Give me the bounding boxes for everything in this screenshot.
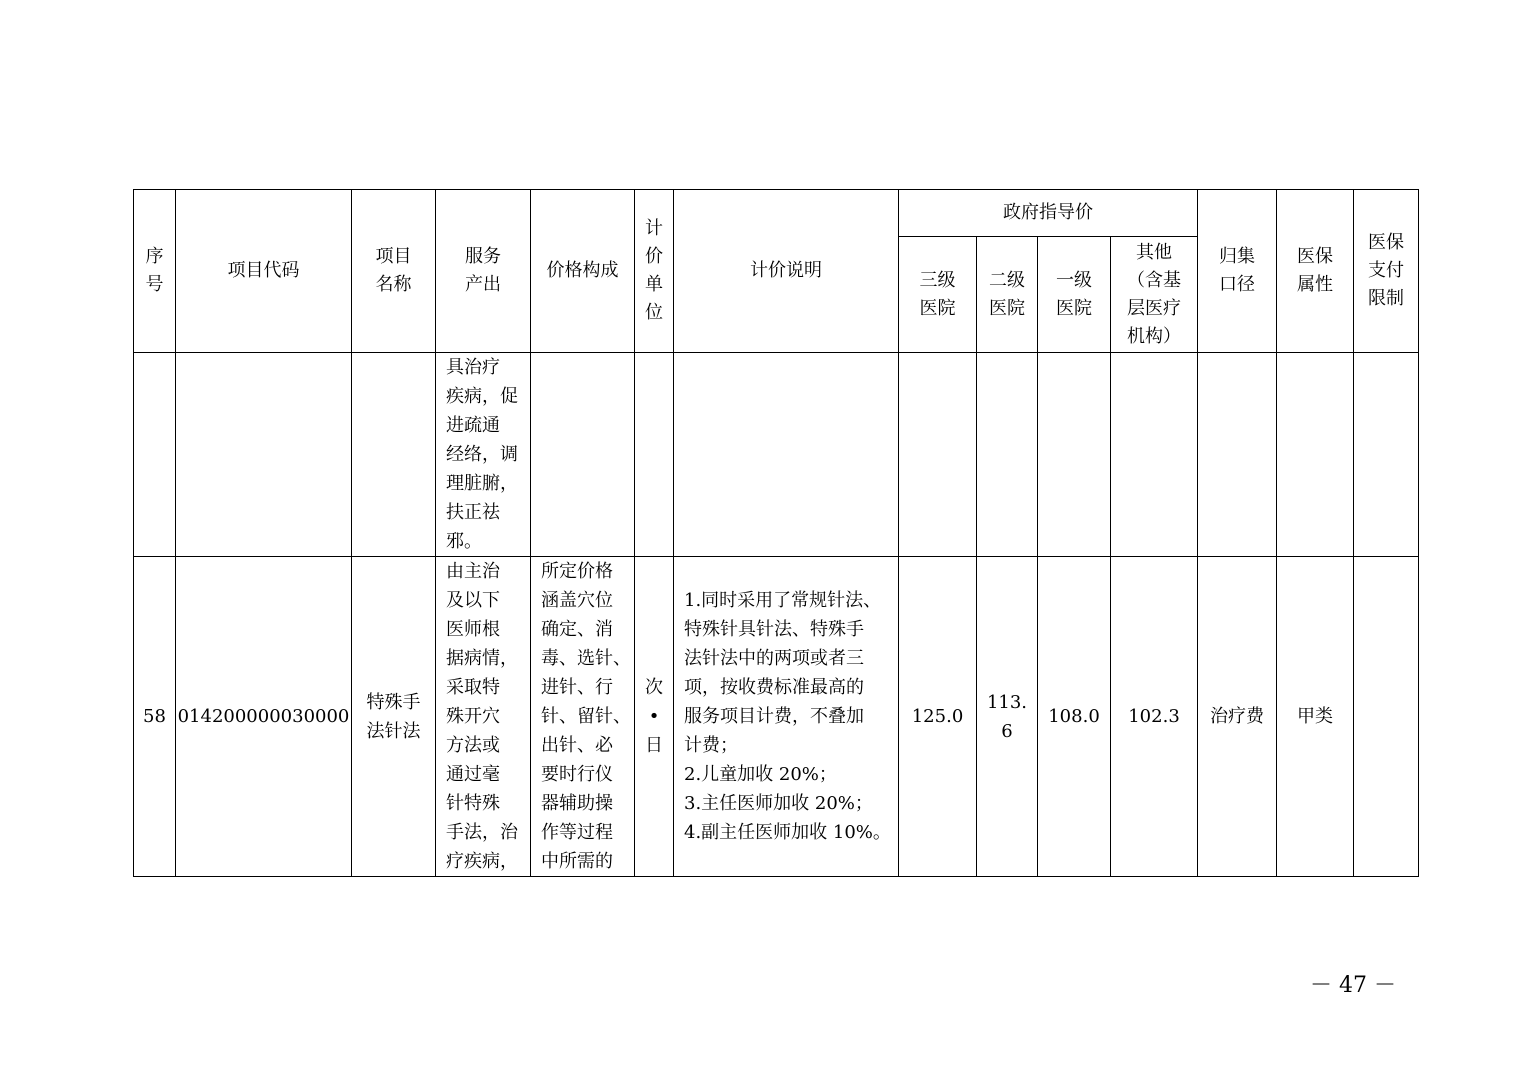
- cell-unit: [635, 557, 674, 877]
- text-line: 具治疗: [446, 357, 500, 378]
- text-line: 108.0: [1048, 706, 1100, 727]
- cell-name: [352, 557, 436, 877]
- text-line: 项，按收费标准最高的: [684, 677, 864, 698]
- text-line: 2.儿童加收 20%；: [684, 764, 837, 785]
- text-line: 医院: [989, 297, 1025, 319]
- text-line: 及以下: [446, 590, 500, 611]
- text-line: 医院: [1056, 297, 1092, 319]
- cell-insurance: [1277, 353, 1354, 557]
- header-insurance: [1277, 190, 1354, 353]
- text-line: 出针、必: [541, 735, 613, 756]
- header-explanation: [674, 190, 899, 353]
- text-line: 进针、行: [541, 677, 613, 698]
- text-line: 层医疗: [1127, 297, 1181, 319]
- text-line: 其他: [1136, 241, 1172, 263]
- text-line: 中所需的: [541, 851, 613, 872]
- cell-level2: [977, 557, 1038, 877]
- cell-code: [176, 353, 352, 557]
- text-line: 所定价格: [541, 561, 613, 582]
- text-line: 邪。: [446, 531, 482, 552]
- text-line: 针、留针、: [541, 706, 631, 727]
- price-table: [133, 189, 1419, 877]
- text-line: 归集: [1219, 246, 1255, 267]
- header-gov-price: 政府指导价: [899, 190, 1198, 237]
- text-line: 价格构成: [546, 260, 619, 281]
- header-code: [176, 190, 352, 353]
- cell-other: [1111, 557, 1198, 877]
- cell-payment-limit: [1354, 557, 1419, 877]
- cell-name: [352, 353, 436, 557]
- text-line: 手法，治: [446, 822, 518, 843]
- text-line: 扶正祛: [446, 502, 500, 523]
- cell-level3: [899, 557, 977, 877]
- text-line: 计: [645, 218, 663, 239]
- text-line: 计费；: [684, 735, 738, 756]
- text-line: 6: [1001, 720, 1013, 742]
- cell-category: 治疗费: [1198, 557, 1277, 877]
- cell-explanation: [674, 353, 899, 557]
- header-composition: [531, 190, 635, 353]
- text-line: 价: [645, 246, 663, 267]
- text-line: 特殊针具针法、特殊手: [684, 619, 864, 640]
- text-line: 医保: [1297, 246, 1333, 267]
- text-line: 限制: [1368, 288, 1404, 309]
- header-seq: [134, 190, 176, 353]
- text-line: 疾病，促: [446, 386, 518, 407]
- page-number: － 47 －: [1310, 973, 1396, 998]
- text-line: 方法或: [446, 735, 500, 756]
- text-line: 机构）: [1127, 325, 1181, 347]
- text-line: •: [648, 706, 660, 727]
- text-line: 由主治: [446, 561, 500, 582]
- text-line: 殊开穴: [446, 706, 500, 727]
- text-line: 113.: [986, 691, 1028, 713]
- text-line: 进疏通: [446, 415, 500, 436]
- header-level2: [977, 237, 1038, 353]
- text-line: 3.主任医师加收 20%；: [684, 793, 873, 814]
- text-line: 医院: [919, 297, 956, 319]
- cell-category: [1198, 353, 1277, 557]
- text-line: 产出: [465, 274, 501, 295]
- cell-level3: [899, 353, 977, 557]
- cell-insurance: 甲类: [1277, 557, 1354, 877]
- text-line: 医保: [1368, 232, 1404, 253]
- header-output: [436, 190, 531, 353]
- text-line: 口径: [1219, 274, 1255, 295]
- text-line: 理脏腑，: [446, 473, 518, 494]
- cell-output: [436, 557, 531, 877]
- text-line: 次: [645, 677, 663, 698]
- text-line: 4.副主任医师加收 10%。: [684, 822, 891, 843]
- text-line: 法针法中的两项或者三: [684, 648, 864, 669]
- text-line: 名称: [375, 274, 412, 295]
- header-level3: [899, 237, 977, 353]
- text-line: 服务项目计费，不叠加: [684, 706, 864, 727]
- cell-level1: [1038, 353, 1111, 557]
- text-line: 属性: [1297, 274, 1333, 295]
- text-line: 日: [645, 735, 663, 756]
- text-line: 单: [645, 274, 663, 295]
- cell-output: [436, 353, 531, 557]
- text-line: 二级: [989, 269, 1025, 291]
- header-other: [1111, 237, 1198, 353]
- text-line: 1.同时采用了常规针法、: [684, 590, 882, 611]
- cell-level2: [977, 353, 1038, 557]
- text-line: 序: [145, 246, 164, 267]
- cell-unit: [635, 353, 674, 557]
- cell-seq: [134, 353, 176, 557]
- text-line: 号: [145, 274, 164, 295]
- table-header: [134, 190, 1419, 353]
- text-line: 毒、选针、: [541, 648, 631, 669]
- header-category: [1198, 190, 1277, 353]
- text-line: 确定、消: [541, 619, 613, 640]
- text-line: 经络，调: [446, 444, 518, 465]
- text-line: 疗疾病，: [446, 851, 518, 872]
- text-line: 作等过程: [541, 822, 613, 843]
- text-line: 计价说明: [750, 260, 822, 281]
- cell-composition: [531, 557, 635, 877]
- text-line: 通过毫: [446, 764, 500, 785]
- cell-level1: [1038, 557, 1111, 877]
- text-line: 法针法: [366, 720, 421, 742]
- header-unit: [635, 190, 674, 353]
- text-line: 医师根: [446, 619, 500, 640]
- text-line: 位: [645, 302, 663, 323]
- text-line: （含基: [1127, 269, 1181, 291]
- text-line: 支付: [1368, 260, 1404, 281]
- table-row: [134, 353, 1419, 557]
- cell-composition: [531, 353, 635, 557]
- table-row: [134, 557, 1419, 877]
- text-line: 102.3: [1128, 706, 1180, 727]
- text-line: 要时行仪: [541, 764, 613, 785]
- text-line: 特殊手: [366, 691, 421, 713]
- text-line: 项目: [375, 246, 412, 267]
- text-line: 项目代码: [227, 260, 300, 281]
- text-line: 采取特: [446, 677, 500, 698]
- text-line: 服务: [465, 246, 501, 267]
- cell-code: 014200000030000: [176, 557, 352, 877]
- cell-seq: 58: [134, 557, 176, 877]
- cell-other: [1111, 353, 1198, 557]
- cell-payment-limit: [1354, 353, 1419, 557]
- text-line: 器辅助操: [541, 793, 613, 814]
- text-line: 三级: [919, 269, 956, 291]
- text-line: 据病情，: [446, 648, 518, 669]
- header-payment-limit: [1354, 190, 1419, 353]
- text-line: 125.0: [911, 706, 964, 727]
- text-line: 一级: [1056, 269, 1092, 291]
- text-line: 针特殊: [446, 793, 500, 814]
- header-level1: [1038, 237, 1111, 353]
- text-line: 涵盖穴位: [541, 590, 613, 611]
- header-name: [352, 190, 436, 353]
- cell-explanation: [674, 557, 899, 877]
